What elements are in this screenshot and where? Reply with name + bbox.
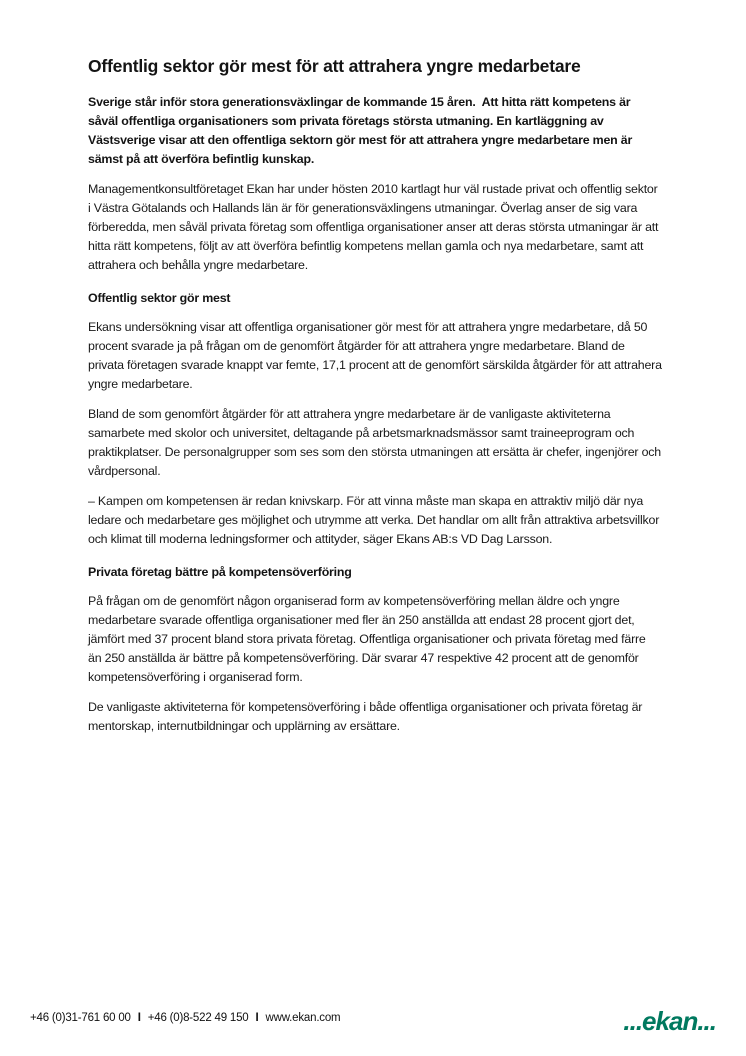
article-body: [88, 56, 666, 747]
footer-website: www.ekan.com: [265, 1012, 341, 1024]
footer-separator: I: [137, 1012, 141, 1024]
page-title: Offentlig sektor gör mest för att attrahera yngre medarbetare: [88, 56, 581, 76]
body-paragraph-3: Bland de som genomfört åtgärder för att attrahera yngre medarbetare är de vanligaste aktiviteterna samarbete med skolor och universitet, deltagande på arbetsmarknadsmässor samt traineeprogram och praktikplatser. De personalgrupper som ses som den största utmaningen att ersätta är chefer, ingenjörer och vårdpersonal.: [88, 407, 665, 478]
body-paragraph-5: De vanligaste aktiviteterna för kompetensöverföring i både offentliga organisationer och privata företag är mentorskap, internutbildningar och upplärning av ersättare.: [88, 700, 646, 733]
quote-paragraph: – Kampen om kompetensen är redan knivskarp. För att vinna måste man skapa en attraktiv miljö där nya ledare och medarbetare ges möjlighet och utrymme att verka. Det handlar om allt från attraktiva arbetsvillkor och klimat till moderna ledningsformer och attityder, säger Ekans AB:s VD Dag Larsson.: [88, 494, 663, 546]
body-paragraph-2: Ekans undersökning visar att offentliga organisationer gör mest för att attrahera yngre medarbetare, då 50 procent svarade ja på frågan om de genomfört åtgärder för att attrahera yngre medarbetare. Bland de privata företagen svarade knappt var femte, 17,1 procent att de genomfört särskilda åtgärder för att attrahera yngre medarbetare.: [88, 320, 666, 391]
body-paragraph-1: Managementkonsultföretaget Ekan har under hösten 2010 kartlagt hur väl rustade privat och offentlig sektor i Västra Götalands och Hallands län är för generationsväxlingens utmaningar. Överlag anser de sig vara förberedda, men såväl privata företag som offentliga organisationer anser att deras största utmaningar är att hitta rätt kompetens, följt av att överföra befintlig kompetens mellan gamla och nya medarbetare, samt att attrahera och behålla yngre medarbetare.: [88, 182, 662, 272]
lead-paragraph: Sverige står inför stora generationsväxlingar de kommande 15 åren. Att hitta rätt kompetens är såväl offentliga organisationers som privata företags största utmaning. En kartläggning av Västsverige visar att den offentliga sektorn gör mest för att attrahera yngre medarbetare men är sämst på att överföra befintlig kunskap.: [88, 95, 636, 166]
ekan-logo: ...ekan...: [623, 1006, 716, 1036]
footer-phone-gothenburg: +46 (0)31-761 60 00: [30, 1012, 131, 1024]
body-paragraph-4: På frågan om de genomfört någon organiserad form av kompetensöverföring mellan äldre och yngre medarbetare svarade offentliga organisationer med fler än 250 anställda att endast 28 procent gjort det, jämfört med 37 procent bland stora privata företag. Offentliga organisationer och privata företag med färre än 250 anställda är bättre på kompetensöverföring. Där svarar 47 respektive 42 procent att de genomför kompetensöverföring i organiserad form.: [88, 594, 649, 684]
section-heading-privata-foretag: Privata företag bättre på kompetensöverföring: [88, 565, 352, 579]
page-footer: [30, 1008, 716, 1034]
footer-contact-line: [30, 1012, 340, 1030]
footer-separator: I: [255, 1012, 259, 1024]
footer-phone-stockholm: +46 (0)8-522 49 150: [147, 1012, 249, 1024]
section-heading-offentlig-sektor: Offentlig sektor gör mest: [88, 291, 231, 305]
